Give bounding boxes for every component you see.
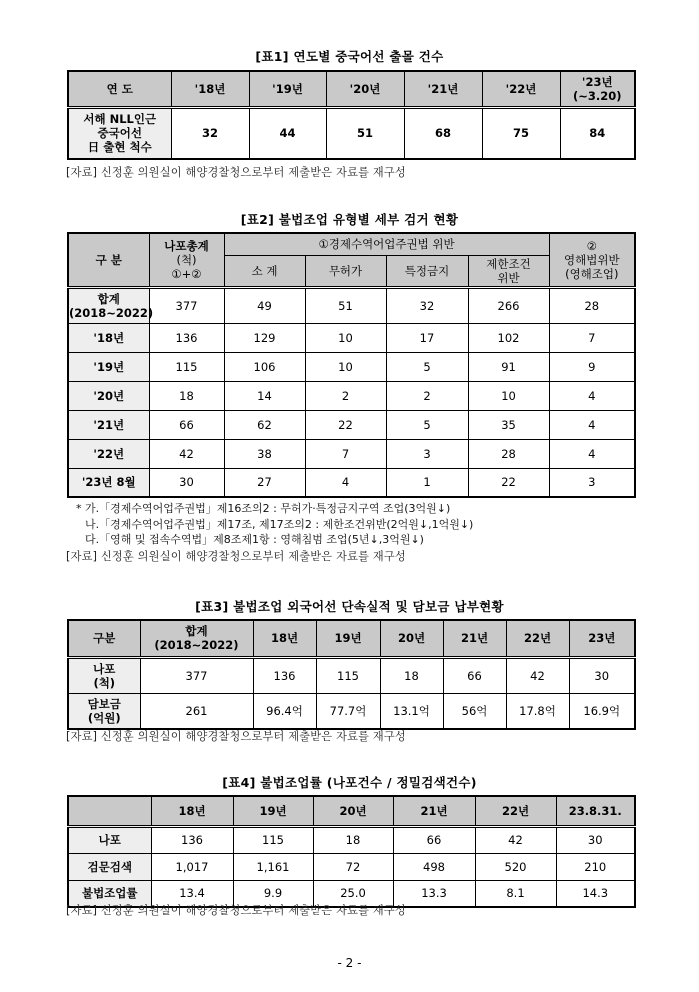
table3 [67,619,636,730]
table2-cell: 102 [468,323,549,352]
table3-header-year: 18년 [253,620,316,657]
table3-row-label [68,693,140,729]
table2-cell: 2 [305,381,386,410]
table-row [68,323,635,352]
table2-cell: 38 [224,439,305,468]
table4-header-corner [68,796,151,826]
table2-caption: [표2] 불법조업 유형별 세부 검거 현황 [240,212,459,227]
table3-cell: 17.8억 [506,693,569,729]
table3-header-year: 20년 [380,620,443,657]
table-row [68,657,635,693]
table3-header-year: 23년 [569,620,635,657]
table3-cell: 377 [140,657,253,693]
table2-row-label: '20년 [68,381,149,410]
table2-header-row [68,233,635,255]
table2-cell: 2 [386,381,468,410]
table4-row-label: 나포 [68,826,151,853]
table2-row-label: '21년 [68,410,149,439]
note-line: 다.「영해 및 접속수역법」제8조제1항 : 영해침범 조업(5년↓,3억원↓) [85,533,424,546]
table2 [67,232,636,498]
table2-row-label: '19년 [68,352,149,381]
table2-cell: 14 [224,381,305,410]
table2-cell: 115 [149,352,224,381]
header-line: (척) [176,252,197,267]
header-line: 합계 [185,624,208,639]
table-row [68,439,635,468]
table4-cell: 8.1 [475,880,556,907]
table4-cell: 13.4 [151,880,233,907]
table4-cell: 498 [393,853,475,880]
table2-header-restriction [468,255,549,287]
table3-cell: 96.4억 [253,693,316,729]
table4-header-year: 18년 [151,796,233,826]
table3-source: [자료] 신정훈 의원실이 해양경찰청으로부터 제출받은 자료를 재구성 [66,730,406,743]
table2-cell: 377 [149,287,224,323]
table3-cell: 115 [316,657,380,693]
table4-cell: 30 [556,826,635,853]
table2-cell: 106 [224,352,305,381]
table1-header-col: '18년 [171,71,249,107]
table4-cell: 66 [393,826,475,853]
table1-cell: 51 [326,107,404,159]
row-label-line: 나포 [93,661,116,676]
page-number: - 2 - [337,956,362,970]
header-line: ①+② [171,266,202,281]
table2-cell: 66 [149,410,224,439]
note-line: * 가.「경제수역어업주권법」제16조의2 : 무허가·특정금지구역 조업(3억원↓) [76,502,451,515]
table1-header-col: '22년 [482,71,560,107]
table3-header-total [140,620,253,657]
row-label-line: (척) [93,675,116,690]
table4-header-row [68,796,635,826]
table-row [68,468,635,497]
table2-cell: 32 [386,287,468,323]
header-line: (2018~2022) [154,638,239,653]
table4 [67,795,636,908]
table1-header-col: '20년 [326,71,404,107]
table2-cell: 9 [549,352,635,381]
table4-header-year: 21년 [393,796,475,826]
table2-cell: 136 [149,323,224,352]
table3-header-year: 22년 [506,620,569,657]
table2-cell: 7 [305,439,386,468]
table1-cell: 32 [171,107,249,159]
table2-cell: 35 [468,410,549,439]
table1-source: [자료] 신정훈 의원실이 해양경찰청으로부터 제출받은 자료를 재구성 [66,166,406,179]
row-label-line: 합계 [97,291,120,306]
table4-cell: 520 [475,853,556,880]
table3-header-year: 19년 [316,620,380,657]
table1-row-label [68,107,171,159]
table4-header-year: 22년 [475,796,556,826]
row-label-line: 중국어선 [97,126,142,141]
table3-cell: 18 [380,657,443,693]
table4-caption: [표4] 불법조업률 (나포건수 / 정밀검색건수) [222,775,477,790]
row-label-line: 담보금 [87,696,121,711]
table2-cell: 42 [149,439,224,468]
table2-cell: 10 [305,323,386,352]
table2-cell: 28 [549,287,635,323]
table2-row-label: '22년 [68,439,149,468]
table2-cell: 62 [224,410,305,439]
table1-cell: 68 [404,107,482,159]
table2-cell: 91 [468,352,549,381]
table4-header-year: 19년 [233,796,313,826]
table2-cell: 3 [386,439,468,468]
table2-source: [자료] 신정훈 의원실이 해양경찰청으로부터 제출받은 자료를 재구성 [66,550,406,563]
table4-cell: 1,161 [233,853,313,880]
row-label-line: (억원) [87,710,121,725]
table-row [68,107,635,159]
table-row [68,693,635,729]
row-label-line: (2018~2022) [69,305,154,320]
table4-cell: 210 [556,853,635,880]
table1-header-2023-range: (~3.20) [572,88,622,103]
table1-header-row [68,71,635,107]
table1-cell: 75 [482,107,560,159]
table2-cell: 18 [149,381,224,410]
table3-header-year: 21년 [443,620,506,657]
table3-cell: 77.7억 [316,693,380,729]
table2-cell: 5 [386,410,468,439]
header-line: 위반 [497,270,520,285]
table4-source: [자료] 신정훈 의원실이 해양경찰청으로부터 제출받은 자료를 재구성 [66,904,406,917]
table4-row-label: 검문검색 [68,853,151,880]
table4-cell: 136 [151,826,233,853]
table2-cell: 3 [549,468,635,497]
table2-cell: 5 [386,352,468,381]
table2-cell: 4 [549,439,635,468]
table1-header-2023: '23년 [581,74,613,89]
table2-cell: 4 [549,410,635,439]
table2-header-specific-ban: 특정금지 [386,255,468,287]
header-line: 나포총계 [164,238,209,253]
table2-header-gubun: 구 분 [68,233,149,287]
table2-cell: 1 [386,468,468,497]
table3-header-gubun: 구분 [68,620,140,657]
table4-cell: 1,017 [151,853,233,880]
table2-header-group2 [549,233,635,287]
table2-cell: 49 [224,287,305,323]
table4-cell: 42 [475,826,556,853]
table2-cell: 22 [468,468,549,497]
table4-cell: 13.3 [393,880,475,907]
table2-cell: 22 [305,410,386,439]
table4-cell: 18 [313,826,393,853]
table4-header-year: 23.8.31. [556,796,635,826]
note-line: 나.「경제수역어업주권법」제17조, 제17조의2 : 제한조건위반(2억원↓,1억원↓) [85,517,474,531]
table2-cell: 27 [224,468,305,497]
table3-cell: 42 [506,657,569,693]
table2-cell: 129 [224,323,305,352]
table2-cell: 10 [305,352,386,381]
table3-cell: 136 [253,657,316,693]
table4-cell: 25.0 [313,880,393,907]
table2-header-subtotal: 소 계 [224,255,305,287]
row-label-line: 日 출현 척수 [87,140,152,155]
table1-header-col: '21년 [404,71,482,107]
table2-cell: 266 [468,287,549,323]
row-label-line: 서해 NLL인근 [83,112,157,127]
table4-header-year: 20년 [313,796,393,826]
table-row [68,287,635,323]
header-line: 제한조건 [486,256,531,271]
table1-header-year-label: 연 도 [68,71,171,107]
table4-cell: 9.9 [233,880,313,907]
table4-cell: 14.3 [556,880,635,907]
table1-cell: 84 [560,107,635,159]
table2-cell: 30 [149,468,224,497]
table3-cell: 30 [569,657,635,693]
table3-row-label [68,657,140,693]
table3-header-row [68,620,635,657]
table2-header-group1: ①경제수역어업주권법 위반 [224,233,549,255]
table-row [68,352,635,381]
table2-header-unlicensed: 무허가 [305,255,386,287]
table2-cell: 4 [305,468,386,497]
table3-cell: 16.9억 [569,693,635,729]
table4-cell: 115 [233,826,313,853]
table2-cell: 4 [549,381,635,410]
header-line: (영해조업) [565,266,619,281]
table1-header-col: '19년 [249,71,326,107]
table3-cell: 13.1억 [380,693,443,729]
header-line: 영해법위반 [564,252,620,267]
table4-cell: 72 [313,853,393,880]
table2-cell: 28 [468,439,549,468]
table-row [68,826,635,853]
table1-caption: [표1] 연도별 중국어선 출몰 건수 [255,49,444,64]
table2-cell: 17 [386,323,468,352]
table2-notes [76,501,473,548]
table3-caption: [표3] 불법조업 외국어선 단속실적 및 담보금 납부현황 [195,599,504,614]
table1-cell: 44 [249,107,326,159]
table-row [68,410,635,439]
table-row [68,381,635,410]
table4-row-label: 불법조업률 [68,880,151,907]
table1 [67,70,636,160]
table2-cell: 51 [305,287,386,323]
table2-cell: 10 [468,381,549,410]
table-row [68,853,635,880]
table2-row-label: '23년 8월 [68,468,149,497]
table2-header-total [149,233,224,287]
table2-cell: 7 [549,323,635,352]
table3-cell: 261 [140,693,253,729]
table2-row-label: '18년 [68,323,149,352]
table1-header-col [560,71,635,107]
table3-cell: 56억 [443,693,506,729]
table2-row-label [68,287,154,323]
table3-cell: 66 [443,657,506,693]
header-line: ② [586,238,597,253]
